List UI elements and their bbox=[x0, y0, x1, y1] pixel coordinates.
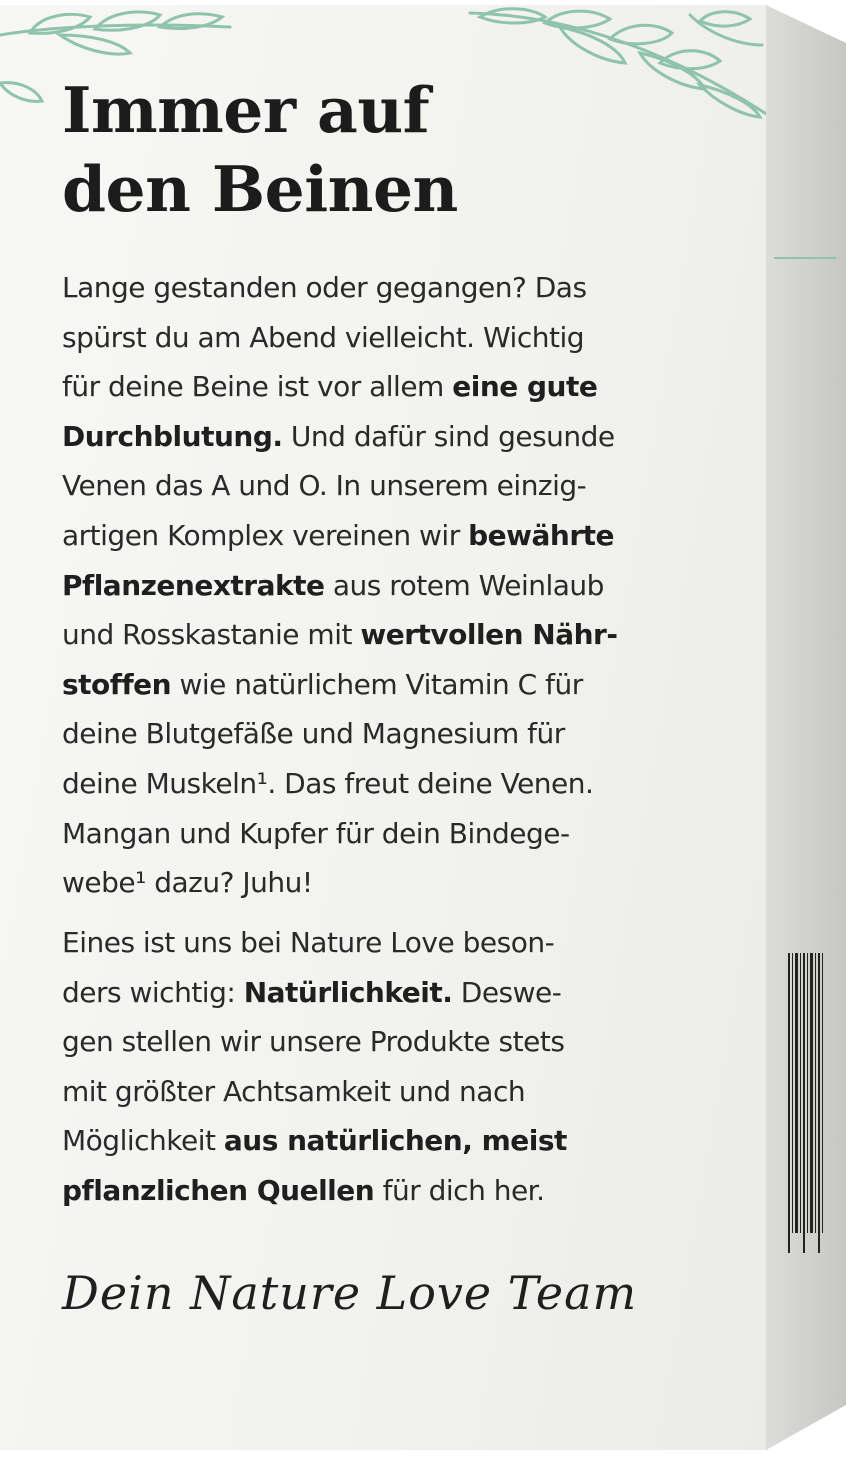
text-line bbox=[62, 263, 762, 313]
text-segment: Deswe- bbox=[452, 975, 562, 1009]
body-paragraph-2 bbox=[62, 918, 762, 1216]
headline-line-1: Immer auf bbox=[62, 73, 430, 147]
side-fine-print bbox=[778, 285, 788, 525]
text-segment: deine Blutgefäße und Magnesium für bbox=[62, 717, 565, 751]
text-line bbox=[62, 1116, 762, 1166]
box-front-panel bbox=[0, 5, 768, 1450]
barcode-icon bbox=[786, 953, 826, 1253]
bold-text: stoffen bbox=[62, 667, 172, 701]
text-line bbox=[62, 313, 762, 363]
signature: Dein Nature Love Team bbox=[62, 1266, 638, 1320]
text-segment: Eines ist uns bei Nature Love beson- bbox=[62, 926, 555, 959]
text-line bbox=[62, 660, 762, 710]
text-segment: gen stellen wir unsere Produkte stets bbox=[62, 1025, 565, 1059]
bold-text: eine gute bbox=[452, 370, 598, 404]
text-line bbox=[62, 362, 762, 412]
text-segment: mit größter Achtsamkeit und nach bbox=[62, 1074, 526, 1108]
bold-text: bewährte bbox=[468, 518, 615, 552]
text-segment: ders wichtig: bbox=[62, 975, 244, 1009]
text-line bbox=[62, 968, 762, 1018]
bold-text: Natürlichkeit. bbox=[243, 975, 453, 1009]
text-segment: artigen Komplex vereinen wir bbox=[62, 518, 469, 552]
side-fine-print bbox=[792, 551, 802, 801]
text-line bbox=[62, 1067, 762, 1117]
text-segment: für dich her. bbox=[374, 1173, 545, 1207]
text-line bbox=[62, 759, 762, 809]
text-line bbox=[62, 1166, 762, 1216]
body-paragraph-1 bbox=[62, 263, 762, 908]
side-fine-print bbox=[792, 291, 802, 521]
side-fine-print bbox=[806, 297, 816, 517]
text-segment: für deine Beine ist vor allem bbox=[62, 370, 453, 404]
text-segment: Lange gestanden oder gegangen? Das bbox=[62, 271, 587, 304]
text-segment: Mangan und Kupfer für dein Bindege- bbox=[62, 816, 570, 850]
side-fine-print bbox=[794, 93, 804, 243]
side-fine-print bbox=[778, 825, 788, 935]
bold-text: pflanzlichen Quellen bbox=[62, 1173, 375, 1207]
side-divider bbox=[774, 257, 836, 259]
text-line bbox=[62, 709, 762, 759]
text-line bbox=[62, 858, 762, 908]
side-fine-print bbox=[778, 545, 788, 805]
bold-text: aus natürlichen, meist bbox=[223, 1124, 567, 1158]
box-side-panel bbox=[766, 5, 846, 1450]
text-segment: webe¹ dazu? Juhu! bbox=[62, 866, 313, 900]
bold-text: Pflanzenextrakte bbox=[62, 568, 325, 602]
text-segment: spürst du am Abend vielleicht. Wichtig bbox=[62, 320, 584, 354]
text-line bbox=[62, 461, 762, 511]
text-line bbox=[62, 809, 762, 859]
bold-text: Durchblutung. bbox=[62, 419, 283, 453]
headline bbox=[62, 71, 458, 229]
text-segment: deine Muskeln¹. Das freut deine Venen. bbox=[62, 766, 594, 800]
text-segment: Venen das A und O. In unserem einzig- bbox=[62, 469, 587, 503]
text-line bbox=[62, 511, 762, 561]
text-segment: Und dafür sind gesunde bbox=[282, 419, 615, 453]
text-segment: und Rosskastanie mit bbox=[62, 618, 361, 652]
text-line bbox=[62, 610, 762, 660]
text-line bbox=[62, 1017, 762, 1067]
side-fine-print bbox=[778, 85, 788, 245]
bold-text: wertvollen Nähr- bbox=[360, 618, 618, 652]
text-segment: Möglichkeit bbox=[62, 1124, 224, 1158]
headline-line-2: den Beinen bbox=[62, 152, 458, 226]
text-segment: wie natürlichem Vitamin C für bbox=[171, 667, 583, 701]
side-fine-print bbox=[806, 557, 816, 797]
text-segment: aus rotem Weinlaub bbox=[324, 568, 604, 602]
text-line bbox=[62, 918, 762, 968]
text-line bbox=[62, 412, 762, 462]
text-line bbox=[62, 561, 762, 611]
